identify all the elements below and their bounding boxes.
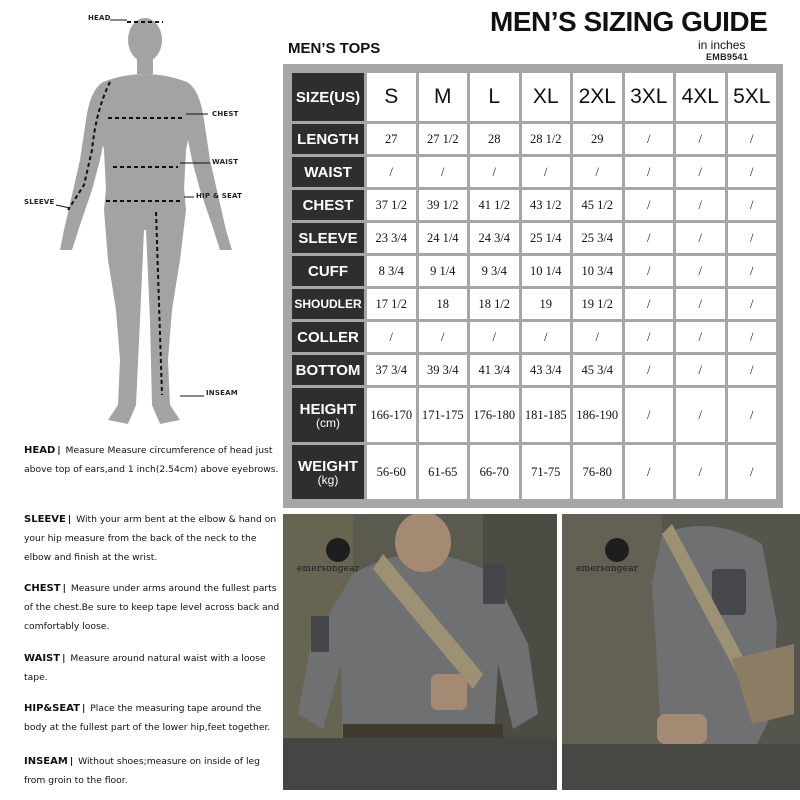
desc-sleeve: SLEEVE | With your arm bent at the elbow & hand on your hip measure from the back of the neck to the elbow and finish at the wrist. [24,514,277,563]
units-note: in inches [698,38,746,52]
size-cell: 43 3/4 [522,355,571,385]
size-cell: / [728,322,777,352]
size-cell: 10 3/4 [573,256,622,286]
size-cell: 43 1/2 [522,190,571,220]
row-label-text: SLEEVE [298,229,358,247]
size-cell: / [676,289,725,319]
desc-inseam: INSEAM | Without shoes;measure on inside of leg from groin to the floor. [24,756,260,786]
size-cell: / [625,256,674,286]
size-cell: 71-75 [522,445,571,499]
row-label [292,289,364,319]
size-cell: / [625,157,674,187]
row-label [292,388,364,442]
size-cell: 61-65 [419,445,468,499]
sleeve-label: SLEEVE [24,198,55,206]
size-cell: / [676,124,725,154]
size-cell: / [728,256,777,286]
row-label-text: COLLER [297,328,359,346]
size-cell: / [625,445,674,499]
size-cell: / [625,355,674,385]
size-row-length [292,124,776,154]
size-cell: 28 1/2 [522,124,571,154]
size-cell: 23 3/4 [367,223,416,253]
size-row-shoudler [292,289,776,319]
size-cell: 27 1/2 [419,124,468,154]
size-col-4xl: 4XL [676,73,725,121]
desc-text: Without shoes;measure on inside of leg from groin to the floor. [24,756,260,786]
size-cell: 39 3/4 [419,355,468,385]
brand-logo: emersongear [297,564,360,574]
size-cell: / [676,445,725,499]
size-cell: 18 1/2 [470,289,519,319]
size-cell: 186-190 [573,388,622,442]
size-cell: / [676,355,725,385]
product-photo-front [283,514,557,790]
size-cell: 17 1/2 [367,289,416,319]
size-cell: / [573,322,622,352]
hip-seat-label: HIP & SEAT [196,192,243,200]
size-cell: 25 3/4 [573,223,622,253]
size-cell: 8 3/4 [367,256,416,286]
chest-label: CHEST [212,110,239,118]
size-cell: / [676,223,725,253]
size-row-weight [292,445,776,499]
size-cell: 41 1/2 [470,190,519,220]
desc-chest: CHEST | Measure under arms around the fullest parts of the chest.Be sure to keep tape level across back and comfortably loose. [24,583,280,632]
size-cell: / [367,322,416,352]
size-row-cuff [292,256,776,286]
size-cell: / [625,388,674,442]
size-cell: / [728,388,777,442]
size-cell: 41 3/4 [470,355,519,385]
size-cell: 24 1/4 [419,223,468,253]
row-label-text: WEIGHT [298,457,358,475]
row-label-text: CUFF [308,262,348,280]
size-cell: / [728,355,777,385]
desc-text: Place the measuring tape around the body at the fullest part of the lower hip,feet together. [24,703,271,733]
size-cell: 28 [470,124,519,154]
size-cell: 18 [419,289,468,319]
size-cell: / [625,289,674,319]
desc-waist: WAIST | Measure around natural waist with a loose tape. [24,653,266,683]
size-row-sleeve [292,223,776,253]
row-label [292,223,364,253]
size-cell: / [367,157,416,187]
size-cell: / [728,445,777,499]
size-col-5xl: 5XL [728,73,777,121]
waist-label: WAIST [212,158,239,166]
row-label-text: LENGTH [297,130,359,148]
model-side-image [562,514,800,790]
size-cell: 19 [522,289,571,319]
size-chart-body [292,73,776,499]
size-col-2xl: 2XL [573,73,622,121]
head-label: HEAD [88,14,111,22]
size-cell: / [522,322,571,352]
size-cell: / [728,190,777,220]
size-col-m: M [419,73,468,121]
size-cell: / [573,157,622,187]
desc-text: Measure under arms around the fullest parts of the chest.Be sure to keep tape level across back and comfortably loose. [24,583,280,632]
row-label [292,124,364,154]
desc-term: INSEAM [24,756,68,767]
size-cell: / [470,157,519,187]
size-cell: / [419,157,468,187]
row-label-text: BOTTOM [295,361,361,379]
size-cell: 10 1/4 [522,256,571,286]
brand-logo: emersongear [576,564,639,574]
size-col-s: S [367,73,416,121]
size-cell: / [625,190,674,220]
size-cell: / [419,322,468,352]
size-col-l: L [470,73,519,121]
product-code: EMB9541 [706,52,749,62]
desc-term: SLEEVE [24,514,66,525]
human-silhouette-icon [0,0,280,440]
row-label-text: WAIST [304,163,352,181]
row-label [292,190,364,220]
desc-term: HEAD [24,445,56,456]
size-cell: 76-80 [573,445,622,499]
size-cell: 181-185 [522,388,571,442]
size-cell: / [676,322,725,352]
size-cell: 45 3/4 [573,355,622,385]
size-cell: / [728,124,777,154]
size-col-xl: XL [522,73,571,121]
row-label-unit: (cm) [316,415,340,430]
desc-term: CHEST [24,583,61,594]
size-row-waist [292,157,776,187]
size-cell: / [625,124,674,154]
row-label [292,157,364,187]
row-label [292,256,364,286]
size-cell: 37 1/2 [367,190,416,220]
page-title: MEN’S SIZING GUIDE [490,6,768,37]
size-cell: 25 1/4 [522,223,571,253]
size-cell: / [625,322,674,352]
size-cell: 37 3/4 [367,355,416,385]
size-cell: 19 1/2 [573,289,622,319]
row-label-text: SHOUDLER [294,297,362,311]
size-cell: 24 3/4 [470,223,519,253]
size-cell: 171-175 [419,388,468,442]
size-cell: 56-60 [367,445,416,499]
body-measurement-figure [0,0,280,440]
size-header-label: SIZE(US) [292,73,364,121]
row-label-unit: (kg) [317,472,339,487]
desc-text: With your arm bent at the elbow & hand on your hip measure from the back of the neck to the elbow and finish at the wrist. [24,514,277,563]
size-cell: / [676,256,725,286]
row-label-text: CHEST [302,196,354,214]
row-label [292,445,364,499]
size-cell: / [676,157,725,187]
size-cell: 9 1/4 [419,256,468,286]
inseam-label: INSEAM [206,389,238,397]
section-title: MEN’S TOPS [288,40,381,57]
product-photo-side [562,514,800,790]
size-col-3xl: 3XL [625,73,674,121]
desc-text: Measure around natural waist with a loose tape. [24,653,266,683]
size-cell: 27 [367,124,416,154]
desc-term: WAIST [24,653,61,664]
desc-head: HEAD | Measure Measure circumference of head just above top of ears,and 1 inch(2.54cm) above eyebrows. [24,445,279,475]
size-cell: / [728,289,777,319]
row-label [292,355,364,385]
size-row-chest [292,190,776,220]
size-cell: / [522,157,571,187]
size-cell: / [676,190,725,220]
size-cell: / [625,223,674,253]
size-cell: 39 1/2 [419,190,468,220]
size-chart-table [283,64,783,508]
row-label-text: HEIGHT [299,400,357,418]
size-row-coller [292,322,776,352]
size-cell: / [728,223,777,253]
size-cell: / [676,388,725,442]
size-cell: 176-180 [470,388,519,442]
size-cell: 66-70 [470,445,519,499]
row-label [292,322,364,352]
size-cell: 45 1/2 [573,190,622,220]
model-front-image [283,514,557,790]
desc-text: Measure Measure circumference of head just above top of ears,and 1 inch(2.54cm) above eyebrows. [24,445,279,475]
size-cell: 9 3/4 [470,256,519,286]
size-row-height [292,388,776,442]
desc-term: HIP&SEAT [24,703,80,714]
size-row-bottom [292,355,776,385]
size-header-row [292,73,776,121]
desc-hip-seat: HIP&SEAT | Place the measuring tape around the body at the fullest part of the lower hip,feet together. [24,703,271,733]
size-cell: 166-170 [367,388,416,442]
size-cell: 29 [573,124,622,154]
size-cell: / [728,157,777,187]
size-cell: / [470,322,519,352]
